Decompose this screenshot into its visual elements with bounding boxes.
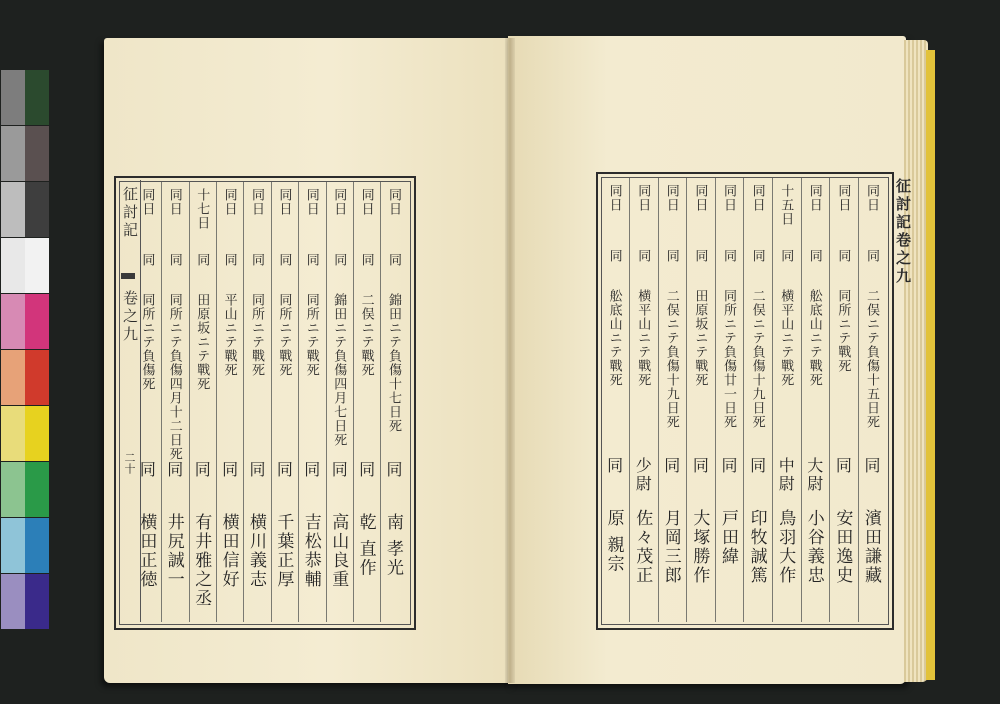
color-patch [1,294,25,349]
entry-place-mark: 同 [249,253,264,267]
entry-note: 同所ニテ負傷廿一日死 [721,289,736,429]
entry-name: 高山良重 [328,513,349,589]
entry-rank: 同 [719,457,738,475]
color-patch [25,574,49,629]
entry-date: 同日 [721,184,736,212]
entry-note: 田原坂ニテ戰死 [194,293,210,391]
entry-name: 横川義志 [246,513,266,589]
color-patch [25,126,49,181]
entry-date: 同日 [692,184,708,212]
color-patch [25,406,49,461]
entry-name: 安田逸史 [832,509,853,585]
page-edges [904,40,928,682]
left-folio-number: 二十 [123,452,136,474]
entry-note: 横平山ニテ戰死 [778,289,794,387]
left-spine-volume: 卷之九 [121,290,139,344]
column-rule [715,178,716,622]
color-patch [25,70,49,125]
entry-rank: 少尉 [633,457,653,493]
entry-note: 錦田ニテ負傷十七日死 [386,293,401,433]
entry-rank: 大尉 [804,457,824,493]
entry-rank: 同 [164,461,184,479]
entry-date: 同日 [606,184,622,212]
entry-note: 二俣ニテ負傷十九日死 [663,289,679,429]
entry-name: 千葉正厚 [273,513,294,589]
entry-rank: 同 [384,461,403,479]
entry-name: 有井雅之丞 [191,513,212,608]
entry-note: 同所ニテ戰死 [835,289,851,373]
column-rule [772,178,773,622]
column-rule [243,182,244,622]
entry-place-mark: 同 [358,253,374,267]
color-patch [25,462,49,517]
entry-date: 同日 [835,184,851,212]
color-patch [1,350,25,405]
entry-name: 南 孝光 [383,513,403,578]
entry-rank: 同 [274,461,294,479]
entry-date: 同日 [749,184,765,212]
entry-rank: 中尉 [776,457,796,493]
entry-note: 同所ニテ戰死 [303,293,319,377]
entry-place-mark: 同 [692,249,708,263]
entry-date: 同日 [276,188,292,216]
entry-place-mark: 同 [635,249,651,263]
entry-note: 舩底山ニテ戰死 [606,289,622,387]
entry-note: 錦田ニテ負傷四月七日死 [331,293,347,447]
entry-place-mark: 同 [663,249,679,263]
entry-date: 同日 [806,184,822,212]
entry-rank: 同 [356,461,376,479]
entry-place-mark: 同 [166,253,182,267]
entry-note: 同所ニテ負傷四月十二日死 [166,293,182,461]
entry-name: 横田信好 [218,513,239,589]
entry-date: 同日 [663,184,679,212]
column-rule [326,182,327,622]
entry-rank: 同 [690,457,710,475]
entry-name: 鳥羽大作 [775,509,796,585]
column-rule [629,178,630,622]
column-rule [380,182,381,622]
entry-date: 十七日 [194,188,210,230]
column-rule [858,178,859,622]
entry-date: 同日 [166,188,182,216]
entry-rank: 同 [219,461,239,479]
entry-rank: 同 [661,457,681,475]
entry-name: 濱田謙藏 [861,509,881,585]
entry-name: 井尻誠一 [163,513,184,589]
entry-date: 同日 [358,188,374,216]
entry-date: 同日 [139,188,155,216]
entry-name: 横田正徳 [136,513,157,589]
entry-place-mark: 同 [778,249,794,263]
entry-note: 二俣ニテ負傷十五日死 [864,289,879,429]
entry-name: 乾 直作 [355,513,376,578]
color-patch [25,350,49,405]
color-patch [1,406,25,461]
color-patch [25,238,49,293]
entry-date: 同日 [221,188,237,216]
column-rule [271,182,272,622]
column-rule [161,182,162,622]
column-rule [829,178,830,622]
entry-name: 印牧誠篤 [746,509,767,585]
entry-name: 戸田緯 [718,509,738,566]
color-patch [25,294,49,349]
entry-rank: 同 [301,461,321,479]
entry-rank: 同 [747,457,767,475]
entry-name: 大塚勝作 [689,509,710,585]
color-calibration-chart [0,70,50,632]
entry-note: 二俣ニテ負傷十九日死 [749,289,765,429]
color-patch [1,518,25,573]
entry-rank: 同 [247,461,266,479]
entry-note: 横平山ニテ戰死 [635,289,651,387]
entry-date: 同日 [303,188,319,216]
entry-place-mark: 同 [749,249,765,263]
column-rule [801,178,802,622]
entry-date: 同日 [331,188,347,216]
entry-note: 田原坂ニテ戰死 [692,289,708,387]
entry-place-mark: 同 [139,253,155,267]
column-rule [298,182,299,622]
column-rule [743,178,744,622]
entry-place-mark: 同 [806,249,822,263]
column-rule [353,182,354,622]
book-cover-edge [926,50,935,680]
right-page-header: 征討記卷之九 [894,178,912,286]
entry-place-mark: 同 [835,249,851,263]
entry-note: 舩底山ニテ戰死 [806,289,822,387]
entry-rank: 同 [833,457,853,475]
book-gutter [505,38,515,683]
entry-place-mark: 同 [194,253,210,267]
entry-place-mark: 同 [864,249,879,263]
entry-rank: 同 [604,457,624,475]
entry-name: 原 親宗 [603,509,624,574]
entry-place-mark: 同 [221,253,237,267]
column-rule [658,178,659,622]
entry-place-mark: 同 [331,253,347,267]
entry-place-mark: 同 [606,249,622,263]
color-patch [1,70,25,125]
entry-note: 二俣ニテ戰死 [358,293,374,377]
entry-date: 十五日 [778,184,794,226]
column-rule [189,182,190,622]
column-rule [216,182,217,622]
entry-note: 同所ニテ戰死 [249,293,264,377]
entry-place-mark: 同 [276,253,292,267]
entry-name: 佐々茂正 [632,509,653,585]
left-spine-title: 征討記 [121,186,139,240]
entry-place-mark: 同 [303,253,319,267]
entry-date: 同日 [864,184,879,212]
entry-name: 吉松恭輔 [300,513,321,589]
entry-place-mark: 同 [386,253,401,267]
entry-date: 同日 [635,184,651,212]
entry-note: 平山ニテ戰死 [221,293,237,377]
column-rule [686,178,687,622]
color-patch [1,238,25,293]
entry-date: 同日 [386,188,401,216]
entry-name: 月岡三郎 [660,509,681,585]
color-patch [1,462,25,517]
fishtail-mark [121,273,135,279]
color-patch [1,126,25,181]
entry-rank: 同 [862,457,881,475]
entry-note: 同所ニテ負傷死 [139,293,155,391]
color-patch [25,518,49,573]
color-patch [25,182,49,237]
entry-rank: 同 [329,461,349,479]
entry-place-mark: 同 [721,249,736,263]
entry-name: 小谷義忠 [803,509,824,585]
entry-rank: 同 [192,461,212,479]
color-patch [1,574,25,629]
entry-date: 同日 [249,188,264,216]
entry-rank: 同 [137,461,157,479]
entry-note: 同所ニテ戰死 [276,293,292,377]
color-patch [1,182,25,237]
